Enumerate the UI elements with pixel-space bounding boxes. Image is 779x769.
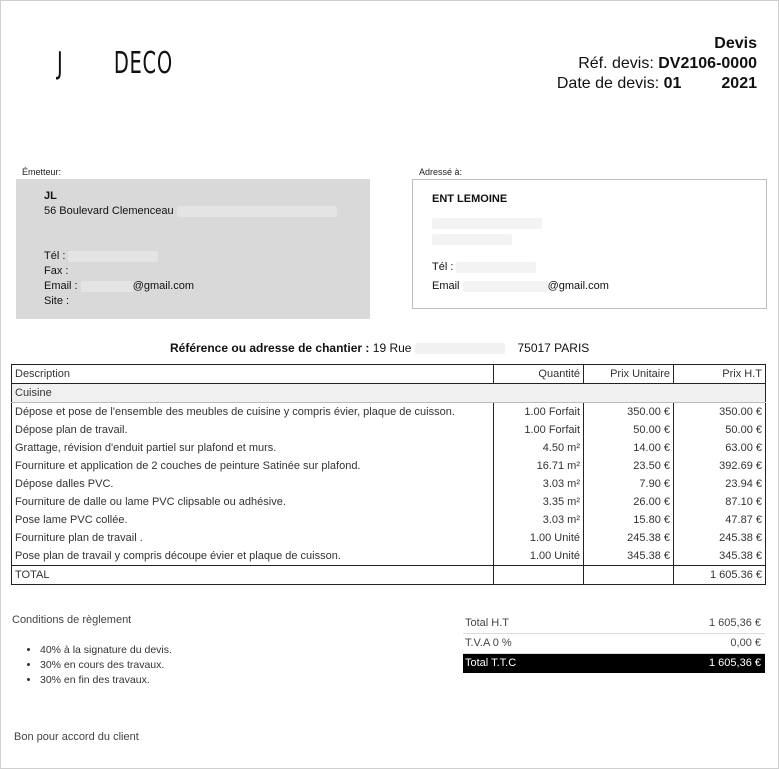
emitter-fax: Fax :: [44, 265, 69, 277]
total-ht-label: Total H.T: [465, 617, 510, 629]
recipient-name: ENT LEMOINE: [432, 193, 508, 205]
tva-label: T.V.A 0 %: [465, 637, 512, 649]
row-unit-price: 15.80 €: [584, 511, 674, 529]
row-unit-price: 14.00 €: [584, 439, 674, 457]
total-ttc-row: [463, 654, 765, 673]
totals-summary: [463, 614, 765, 673]
recipient-city-redacted: [432, 232, 512, 247]
col-total-ht: Prix H.T: [674, 365, 766, 384]
row-quantity: 4.50 m²: [494, 439, 584, 457]
quote-date: Date de devis: 01 2021: [556, 75, 757, 92]
emitter-box: [16, 179, 370, 319]
total-ttc-label: Total T.T.C: [465, 657, 517, 669]
col-description: Description: [12, 365, 494, 384]
total-empty-cell: [494, 566, 584, 585]
list-item: • 30% en cours des travaux.: [40, 658, 172, 673]
row-total: 47.87 €: [674, 511, 766, 529]
payment-conditions-title: Conditions de règlement: [12, 614, 132, 626]
row-total: 350.00 €: [674, 403, 766, 422]
tva-row: [463, 634, 765, 654]
list-item: • 40% à la signature du devis.: [40, 643, 172, 658]
row-total: 63.00 €: [674, 439, 766, 457]
section-title: Cuisine: [12, 384, 766, 403]
col-quantity: Quantité: [494, 365, 584, 384]
emitter-address: 56 Boulevard Clemenceau: [44, 204, 337, 219]
table-total-row: [12, 566, 766, 585]
quote-reference: Réf. devis: DV2106-0000: [578, 55, 757, 72]
row-quantity: 16.71 m²: [494, 457, 584, 475]
total-value: 1 605.36 €: [674, 566, 766, 585]
row-quantity: 3.03 m²: [494, 511, 584, 529]
recipient-box: [412, 179, 767, 309]
row-total: 392.69 €: [674, 457, 766, 475]
table-row: [12, 511, 766, 529]
tva-value: 0,00 €: [730, 637, 761, 649]
recipient-heading: Adressé à:: [419, 167, 463, 177]
row-unit-price: 350.00 €: [584, 403, 674, 422]
document-title: Devis: [714, 35, 757, 52]
client-approval-label: Bon pour accord du client: [14, 731, 139, 743]
row-description: Dépose et pose de l'ensemble des meubles de cuisine y compris évier, plaque de cuisson.: [12, 403, 494, 422]
emitter-heading: Émetteur:: [22, 167, 62, 177]
row-description: Pose plan de travail y compris découpe évier et plaque de cuisson.: [12, 547, 494, 566]
total-ht-value: 1 605,36 €: [709, 617, 761, 629]
table-row: [12, 493, 766, 511]
row-quantity: 1.00 Unité: [494, 529, 584, 547]
table-row: [12, 439, 766, 457]
row-description: Fourniture plan de travail .: [12, 529, 494, 547]
table-row: [12, 421, 766, 439]
section-row: [12, 384, 766, 403]
row-unit-price: 345.38 €: [584, 547, 674, 566]
col-unit-price: Prix Unitaire: [584, 365, 674, 384]
row-unit-price: 23.50 €: [584, 457, 674, 475]
row-total: 50.00 €: [674, 421, 766, 439]
quote-items-table: [11, 364, 766, 585]
row-unit-price: 50.00 €: [584, 421, 674, 439]
row-description: Pose lame PVC collée.: [12, 511, 494, 529]
row-description: Fourniture de dalle ou lame PVC clipsable ou adhésive.: [12, 493, 494, 511]
row-unit-price: 26.00 €: [584, 493, 674, 511]
row-quantity: 3.35 m²: [494, 493, 584, 511]
emitter-site: Site :: [44, 295, 70, 307]
row-quantity: 1.00 Unité: [494, 547, 584, 566]
payment-conditions-list: [28, 643, 172, 688]
row-total: 245.38 €: [674, 529, 766, 547]
table-row: [12, 475, 766, 493]
row-description: Dépose plan de travail.: [12, 421, 494, 439]
row-unit-price: 245.38 €: [584, 529, 674, 547]
recipient-address-redacted: [432, 216, 542, 231]
row-total: 345.38 €: [674, 547, 766, 566]
row-quantity: 1.00 Forfait: [494, 421, 584, 439]
row-quantity: 3.03 m²: [494, 475, 584, 493]
list-item: • 30% en fin des travaux.: [40, 673, 172, 688]
recipient-email: Email @gmail.com: [432, 280, 609, 292]
row-quantity: 1.00 Forfait: [494, 403, 584, 422]
total-ht-row: [463, 614, 765, 634]
site-address: Référence ou adresse de chantier : 19 Rue 75017 PARIS: [170, 341, 590, 355]
row-total: 87.10 €: [674, 493, 766, 511]
row-description: Dépose dalles PVC.: [12, 475, 494, 493]
table-row: [12, 403, 766, 422]
quote-header: [557, 34, 757, 94]
recipient-tel: Tél :: [432, 260, 536, 275]
row-description: Fourniture et application de 2 couches de peinture Satinée sur plafond.: [12, 457, 494, 475]
total-empty-cell: [584, 566, 674, 585]
emitter-tel: Tél :: [44, 249, 158, 264]
table-row: [12, 457, 766, 475]
total-label: TOTAL: [12, 566, 494, 585]
table-header-row: [12, 365, 766, 384]
row-unit-price: 7.90 €: [584, 475, 674, 493]
company-logo: J DECO: [57, 46, 173, 81]
emitter-name: JL: [44, 190, 57, 202]
emitter-email: Email : @gmail.com: [44, 280, 194, 292]
total-ttc-value: 1 605,36 €: [709, 657, 761, 669]
row-description: Grattage, révision d'enduit partiel sur plafond et murs.: [12, 439, 494, 457]
table-row: [12, 547, 766, 566]
row-total: 23.94 €: [674, 475, 766, 493]
table-row: [12, 529, 766, 547]
